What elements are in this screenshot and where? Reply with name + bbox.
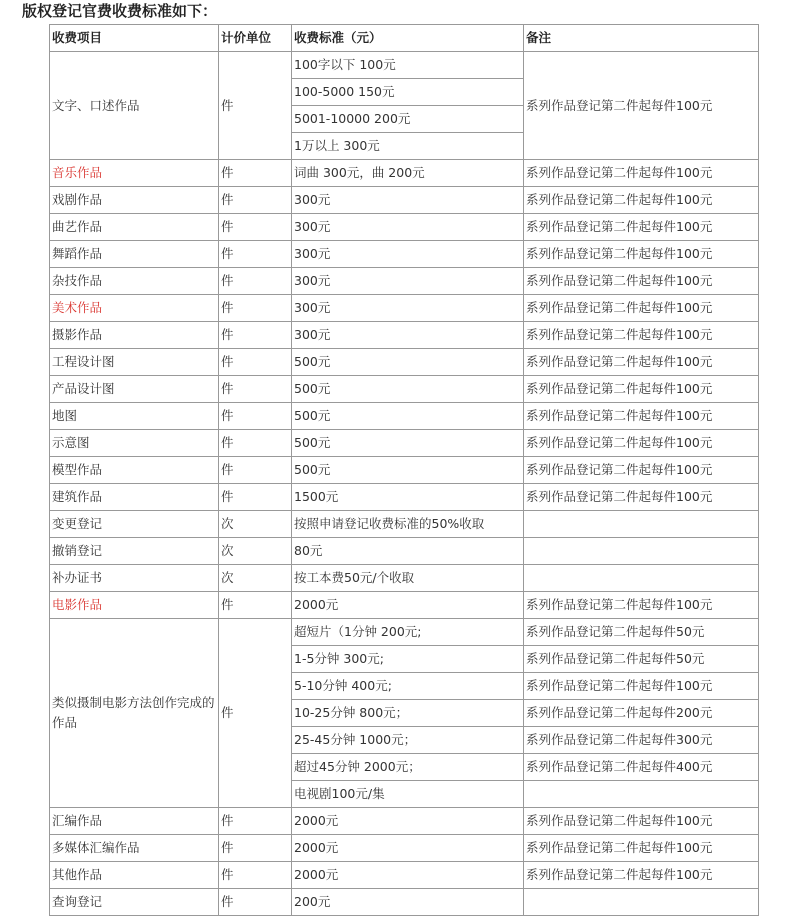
header-standard: 收费标准（元） <box>292 25 524 52</box>
fee-unit: 件 <box>219 457 292 484</box>
fee-note: 系列作品登记第二件起每件50元 <box>524 646 759 673</box>
fee-unit: 件 <box>219 214 292 241</box>
fee-standard: 300元 <box>292 322 524 349</box>
table-row <box>50 322 759 349</box>
fee-note <box>524 511 759 538</box>
table-row <box>50 160 759 187</box>
fee-standard: 300元 <box>292 214 524 241</box>
fee-note: 系列作品登记第二件起每件100元 <box>524 835 759 862</box>
table-row <box>50 349 759 376</box>
fee-item: 美术作品 <box>50 295 219 322</box>
fee-standard: 2000元 <box>292 808 524 835</box>
fee-standard: 词曲 300元，曲 200元 <box>292 160 524 187</box>
fee-standard: 10-25分钟 800元； <box>292 700 524 727</box>
fee-item: 文字、口述作品 <box>50 52 219 160</box>
fee-note: 系列作品登记第二件起每件100元 <box>524 808 759 835</box>
fee-standard: 500元 <box>292 457 524 484</box>
fee-item: 示意图 <box>50 430 219 457</box>
fee-note: 系列作品登记第二件起每件100元 <box>524 862 759 889</box>
fee-standard: 500元 <box>292 430 524 457</box>
fee-unit: 件 <box>219 160 292 187</box>
fee-note: 系列作品登记第二件起每件100元 <box>524 241 759 268</box>
fee-item: 多媒体汇编作品 <box>50 835 219 862</box>
fee-unit: 件 <box>219 889 292 916</box>
fee-item: 工程设计图 <box>50 349 219 376</box>
fee-note <box>524 538 759 565</box>
fee-item: 撤销登记 <box>50 538 219 565</box>
fee-unit: 件 <box>219 592 292 619</box>
fee-item: 变更登记 <box>50 511 219 538</box>
fee-note: 系列作品登记第二件起每件100元 <box>524 52 759 160</box>
fee-unit: 件 <box>219 241 292 268</box>
fee-item: 汇编作品 <box>50 808 219 835</box>
table-row <box>50 889 759 916</box>
fee-item: 产品设计图 <box>50 376 219 403</box>
table-row <box>50 187 759 214</box>
fee-table-body <box>50 52 759 916</box>
fee-unit: 件 <box>219 349 292 376</box>
fee-item: 戏剧作品 <box>50 187 219 214</box>
fee-unit: 件 <box>219 808 292 835</box>
fee-unit: 次 <box>219 565 292 592</box>
fee-note: 系列作品登记第二件起每件50元 <box>524 619 759 646</box>
fee-note: 系列作品登记第二件起每件400元 <box>524 754 759 781</box>
fee-note: 系列作品登记第二件起每件100元 <box>524 592 759 619</box>
table-row <box>50 376 759 403</box>
table-row <box>50 214 759 241</box>
table-row <box>50 862 759 889</box>
fee-standard: 5-10分钟 400元; <box>292 673 524 700</box>
fee-note: 系列作品登记第二件起每件100元 <box>524 376 759 403</box>
fee-standard: 电视剧100元/集 <box>292 781 524 808</box>
fee-item: 电影作品 <box>50 592 219 619</box>
fee-note <box>524 889 759 916</box>
fee-unit: 件 <box>219 484 292 511</box>
fee-note: 系列作品登记第二件起每件100元 <box>524 160 759 187</box>
fee-item: 补办证书 <box>50 565 219 592</box>
header-note: 备注 <box>524 25 759 52</box>
fee-standard: 300元 <box>292 241 524 268</box>
fee-standard: 1500元 <box>292 484 524 511</box>
fee-item: 舞蹈作品 <box>50 241 219 268</box>
fee-note: 系列作品登记第二件起每件100元 <box>524 430 759 457</box>
fee-unit: 件 <box>219 862 292 889</box>
fee-note: 系列作品登记第二件起每件200元 <box>524 700 759 727</box>
fee-standard: 25-45分钟 1000元； <box>292 727 524 754</box>
table-row <box>50 295 759 322</box>
table-row <box>50 538 759 565</box>
fee-standard: 按照申请登记收费标准的50%收取 <box>292 511 524 538</box>
fee-standard: 300元 <box>292 268 524 295</box>
fee-note: 系列作品登记第二件起每件100元 <box>524 295 759 322</box>
fee-standard: 2000元 <box>292 862 524 889</box>
fee-note <box>524 781 759 808</box>
table-row <box>50 430 759 457</box>
fee-table <box>49 24 759 916</box>
fee-unit: 件 <box>219 403 292 430</box>
fee-standard: 500元 <box>292 349 524 376</box>
table-row <box>50 403 759 430</box>
fee-note: 系列作品登记第二件起每件100元 <box>524 349 759 376</box>
fee-unit: 件 <box>219 430 292 457</box>
fee-standard: 300元 <box>292 295 524 322</box>
fee-item: 查询登记 <box>50 889 219 916</box>
fee-item: 音乐作品 <box>50 160 219 187</box>
fee-unit: 件 <box>219 268 292 295</box>
fee-unit: 次 <box>219 511 292 538</box>
table-row <box>50 241 759 268</box>
fee-note: 系列作品登记第二件起每件100元 <box>524 187 759 214</box>
header-unit: 计价单位 <box>219 25 292 52</box>
fee-item: 曲艺作品 <box>50 214 219 241</box>
fee-standard: 80元 <box>292 538 524 565</box>
fee-note: 系列作品登记第二件起每件100元 <box>524 214 759 241</box>
fee-item: 地图 <box>50 403 219 430</box>
table-row <box>50 484 759 511</box>
fee-note: 系列作品登记第二件起每件100元 <box>524 322 759 349</box>
fee-note: 系列作品登记第二件起每件100元 <box>524 403 759 430</box>
fee-standard: 500元 <box>292 403 524 430</box>
fee-standard: 超过45分钟 2000元； <box>292 754 524 781</box>
fee-note: 系列作品登记第二件起每件100元 <box>524 268 759 295</box>
fee-unit: 件 <box>219 322 292 349</box>
fee-standard: 300元 <box>292 187 524 214</box>
fee-item: 类似摄制电影方法创作完成的作品 <box>50 619 219 808</box>
table-row <box>50 835 759 862</box>
fee-standard: 100-5000 150元 <box>292 79 524 106</box>
fee-item: 摄影作品 <box>50 322 219 349</box>
table-row <box>50 808 759 835</box>
fee-item: 建筑作品 <box>50 484 219 511</box>
fee-standard: 2000元 <box>292 835 524 862</box>
fee-item: 模型作品 <box>50 457 219 484</box>
table-row <box>50 52 759 79</box>
fee-note <box>524 565 759 592</box>
fee-unit: 件 <box>219 835 292 862</box>
fee-standard: 按工本费50元/个收取 <box>292 565 524 592</box>
table-row <box>50 592 759 619</box>
fee-standard: 2000元 <box>292 592 524 619</box>
fee-unit: 次 <box>219 538 292 565</box>
fee-unit: 件 <box>219 619 292 808</box>
fee-item: 其他作品 <box>50 862 219 889</box>
header-fee-item: 收费项目 <box>50 25 219 52</box>
table-row <box>50 268 759 295</box>
fee-unit: 件 <box>219 52 292 160</box>
fee-standard: 1-5分钟 300元; <box>292 646 524 673</box>
fee-item: 杂技作品 <box>50 268 219 295</box>
table-row <box>50 511 759 538</box>
fee-note: 系列作品登记第二件起每件100元 <box>524 673 759 700</box>
fee-standard: 200元 <box>292 889 524 916</box>
table-row <box>50 565 759 592</box>
table-row <box>50 457 759 484</box>
table-header-row <box>50 25 759 52</box>
fee-standard: 超短片（1分钟 200元; <box>292 619 524 646</box>
fee-note: 系列作品登记第二件起每件100元 <box>524 457 759 484</box>
fee-note: 系列作品登记第二件起每件300元 <box>524 727 759 754</box>
fee-note: 系列作品登记第二件起每件100元 <box>524 484 759 511</box>
fee-standard: 100字以下 100元 <box>292 52 524 79</box>
fee-standard: 5001-10000 200元 <box>292 106 524 133</box>
fee-standard: 500元 <box>292 376 524 403</box>
fee-unit: 件 <box>219 376 292 403</box>
fee-unit: 件 <box>219 295 292 322</box>
table-row <box>50 619 759 646</box>
fee-standard: 1万以上 300元 <box>292 133 524 160</box>
fee-unit: 件 <box>219 187 292 214</box>
page-title: 版权登记官费收费标准如下： <box>22 2 218 20</box>
